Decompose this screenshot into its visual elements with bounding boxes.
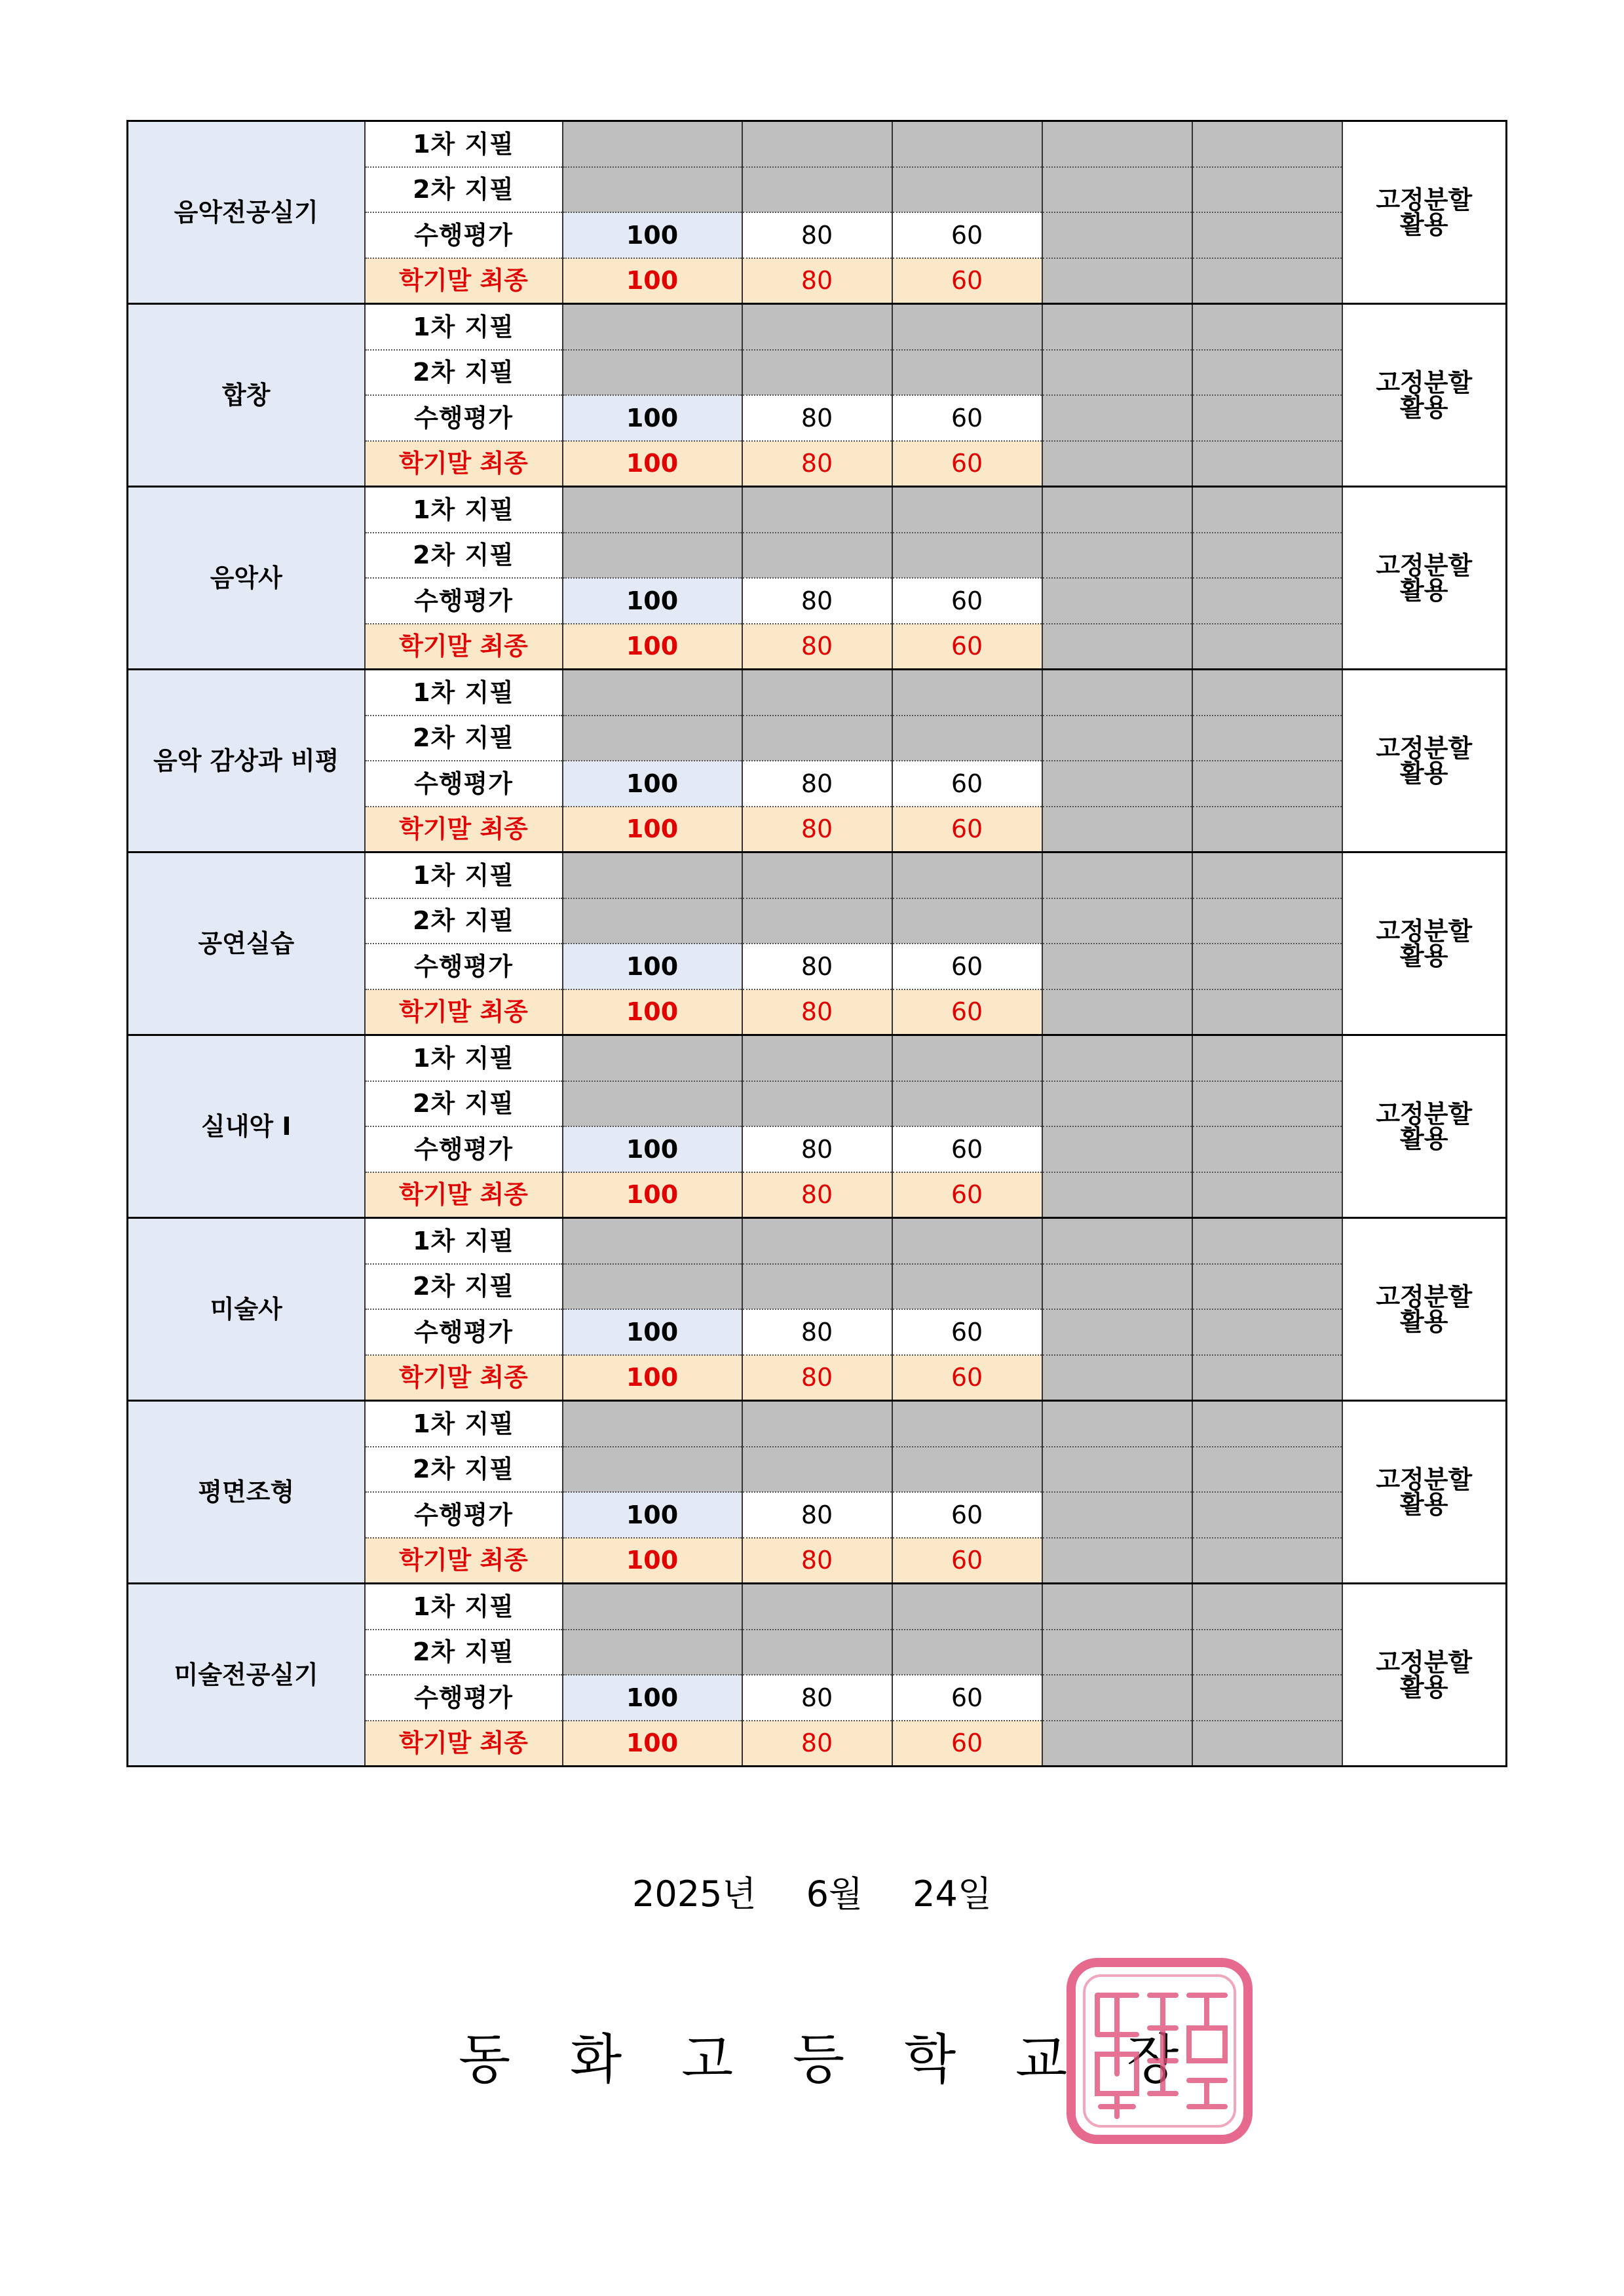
remark-text: 고정분할 — [1376, 1465, 1473, 1494]
empty-cell — [563, 1218, 742, 1264]
empty-cell — [892, 533, 1042, 579]
empty-cell — [1042, 1584, 1192, 1630]
empty-cell — [563, 716, 742, 761]
empty-cell — [1042, 1630, 1192, 1675]
remark-cell — [1342, 852, 1507, 1035]
empty-cell — [563, 1264, 742, 1310]
empty-cell — [892, 1401, 1042, 1447]
empty-cell — [892, 1584, 1042, 1630]
empty-cell — [892, 350, 1042, 396]
table-row — [128, 1218, 1507, 1264]
remark-text: 활용 — [1400, 210, 1448, 239]
empty-cell — [1192, 1081, 1342, 1127]
remark-text: 고정분할 — [1376, 368, 1473, 397]
empty-cell — [1192, 624, 1342, 670]
empty-cell — [1042, 1492, 1192, 1538]
remark-text: 활용 — [1400, 576, 1448, 605]
table-row — [128, 121, 1507, 167]
subject-name: 음악 감상과 비평 — [128, 670, 365, 852]
empty-cell — [742, 898, 892, 944]
performance-score: 80 — [742, 761, 892, 807]
empty-cell — [1192, 1355, 1342, 1401]
remark-text: 고정분할 — [1376, 1648, 1473, 1677]
empty-cell — [742, 121, 892, 167]
school-char: 화 — [570, 2029, 622, 2091]
row-label-final: 학기말 최종 — [365, 1721, 563, 1767]
empty-cell — [742, 1401, 892, 1447]
final-score: 80 — [742, 1172, 892, 1218]
remark-text: 고정분할 — [1376, 551, 1473, 580]
school-char: 학 — [904, 2029, 956, 2091]
performance-score: 80 — [742, 1309, 892, 1355]
row-label-first-exam: 1차 지필 — [365, 670, 563, 716]
subject-name: 평면조형 — [128, 1401, 365, 1584]
performance-score: 100 — [563, 1309, 742, 1355]
empty-cell — [1192, 487, 1342, 533]
empty-cell — [892, 1035, 1042, 1081]
empty-cell — [563, 1401, 742, 1447]
empty-cell — [1042, 487, 1192, 533]
empty-cell — [563, 1584, 742, 1630]
final-score: 80 — [742, 1538, 892, 1584]
row-label-final: 학기말 최종 — [365, 1538, 563, 1584]
empty-cell — [1192, 989, 1342, 1035]
final-score: 100 — [563, 807, 742, 852]
grade-criteria-table — [126, 120, 1507, 1767]
empty-cell — [563, 121, 742, 167]
final-score: 100 — [563, 258, 742, 304]
remark-cell — [1342, 670, 1507, 852]
empty-cell — [1192, 441, 1342, 487]
performance-score: 100 — [563, 395, 742, 441]
remark-text: 활용 — [1400, 1124, 1448, 1153]
empty-cell — [1192, 395, 1342, 441]
empty-cell — [1042, 1218, 1192, 1264]
empty-cell — [1042, 304, 1192, 350]
empty-cell — [1192, 1630, 1342, 1675]
performance-score: 80 — [742, 578, 892, 624]
empty-cell — [1042, 1035, 1192, 1081]
subject-name: 공연실습 — [128, 852, 365, 1035]
empty-cell — [1042, 1264, 1192, 1310]
empty-cell — [742, 1584, 892, 1630]
empty-cell — [742, 1218, 892, 1264]
row-label-performance: 수행평가 — [365, 1675, 563, 1721]
empty-cell — [1042, 1675, 1192, 1721]
empty-cell — [1042, 1447, 1192, 1493]
issue-date — [0, 1866, 1624, 1917]
row-label-first-exam: 1차 지필 — [365, 121, 563, 167]
performance-score: 60 — [892, 944, 1042, 989]
subject-name: 합창 — [128, 304, 365, 487]
empty-cell — [892, 898, 1042, 944]
empty-cell — [563, 852, 742, 898]
performance-score: 80 — [742, 212, 892, 258]
remark-cell — [1342, 304, 1507, 487]
empty-cell — [892, 852, 1042, 898]
empty-cell — [1192, 852, 1342, 898]
final-score: 80 — [742, 441, 892, 487]
remark-cell — [1342, 1401, 1507, 1584]
final-score: 80 — [742, 1721, 892, 1767]
empty-cell — [1042, 1309, 1192, 1355]
empty-cell — [563, 167, 742, 213]
performance-score: 60 — [892, 761, 1042, 807]
empty-cell — [892, 716, 1042, 761]
row-label-second-exam: 2차 지필 — [365, 1081, 563, 1127]
table-row — [128, 487, 1507, 533]
empty-cell — [742, 1035, 892, 1081]
final-score: 100 — [563, 1355, 742, 1401]
row-label-final: 학기말 최종 — [365, 1355, 563, 1401]
row-label-second-exam: 2차 지필 — [365, 167, 563, 213]
empty-cell — [1042, 761, 1192, 807]
performance-score: 60 — [892, 1492, 1042, 1538]
row-label-final: 학기말 최종 — [365, 624, 563, 670]
empty-cell — [892, 304, 1042, 350]
remark-text: 활용 — [1400, 942, 1448, 970]
subject-name: 실내악 I — [128, 1035, 365, 1218]
empty-cell — [892, 121, 1042, 167]
school-char: 고 — [681, 2029, 734, 2091]
table-row — [128, 1584, 1507, 1630]
table-row — [128, 852, 1507, 898]
empty-cell — [563, 898, 742, 944]
subject-name: 음악전공실기 — [128, 121, 365, 304]
empty-cell — [563, 350, 742, 396]
row-label-first-exam: 1차 지필 — [365, 1401, 563, 1447]
empty-cell — [1192, 1538, 1342, 1584]
empty-cell — [742, 852, 892, 898]
remark-text: 고정분할 — [1376, 734, 1473, 763]
remark-text: 고정분할 — [1376, 1100, 1473, 1128]
row-label-performance: 수행평가 — [365, 395, 563, 441]
empty-cell — [1192, 578, 1342, 624]
empty-cell — [1192, 1675, 1342, 1721]
empty-cell — [1042, 533, 1192, 579]
performance-score: 80 — [742, 395, 892, 441]
empty-cell — [1192, 716, 1342, 761]
row-label-final: 학기말 최종 — [365, 989, 563, 1035]
performance-score: 80 — [742, 944, 892, 989]
empty-cell — [1042, 716, 1192, 761]
final-score: 60 — [892, 1172, 1042, 1218]
remark-text: 고정분할 — [1376, 185, 1473, 214]
empty-cell — [742, 1264, 892, 1310]
performance-score: 60 — [892, 212, 1042, 258]
empty-cell — [1042, 395, 1192, 441]
row-label-second-exam: 2차 지필 — [365, 350, 563, 396]
row-label-performance: 수행평가 — [365, 1492, 563, 1538]
date-day: 24일 — [913, 1873, 992, 1915]
empty-cell — [742, 304, 892, 350]
final-score: 60 — [892, 1538, 1042, 1584]
empty-cell — [1042, 167, 1192, 213]
empty-cell — [742, 350, 892, 396]
school-char: 동 — [459, 2029, 511, 2091]
empty-cell — [1192, 1264, 1342, 1310]
final-score: 60 — [892, 441, 1042, 487]
empty-cell — [1042, 989, 1192, 1035]
empty-cell — [1042, 258, 1192, 304]
empty-cell — [1192, 1492, 1342, 1538]
empty-cell — [892, 1630, 1042, 1675]
row-label-first-exam: 1차 지필 — [365, 487, 563, 533]
empty-cell — [892, 1447, 1042, 1493]
performance-score: 80 — [742, 1126, 892, 1172]
empty-cell — [1042, 807, 1192, 852]
date-year: 2025년 — [632, 1873, 757, 1915]
row-label-second-exam: 2차 지필 — [365, 898, 563, 944]
remark-cell — [1342, 121, 1507, 304]
empty-cell — [742, 1447, 892, 1493]
row-label-second-exam: 2차 지필 — [365, 716, 563, 761]
subject-name: 미술전공실기 — [128, 1584, 365, 1767]
empty-cell — [1192, 212, 1342, 258]
subject-name: 미술사 — [128, 1218, 365, 1401]
remark-text: 활용 — [1400, 759, 1448, 788]
empty-cell — [1192, 1401, 1342, 1447]
school-char: 교 — [1015, 2029, 1068, 2091]
remark-text: 활용 — [1400, 1307, 1448, 1336]
empty-cell — [563, 1081, 742, 1127]
empty-cell — [1192, 1721, 1342, 1767]
performance-score: 60 — [892, 578, 1042, 624]
empty-cell — [1042, 670, 1192, 716]
empty-cell — [1192, 761, 1342, 807]
row-label-performance: 수행평가 — [365, 761, 563, 807]
empty-cell — [563, 1630, 742, 1675]
final-score: 80 — [742, 1355, 892, 1401]
empty-cell — [742, 487, 892, 533]
empty-cell — [742, 670, 892, 716]
performance-score: 80 — [742, 1492, 892, 1538]
empty-cell — [1042, 944, 1192, 989]
row-label-final: 학기말 최종 — [365, 807, 563, 852]
empty-cell — [1042, 624, 1192, 670]
empty-cell — [742, 716, 892, 761]
empty-cell — [1042, 1401, 1192, 1447]
empty-cell — [892, 670, 1042, 716]
final-score: 60 — [892, 1721, 1042, 1767]
final-score: 100 — [563, 1538, 742, 1584]
performance-score: 60 — [892, 1309, 1042, 1355]
empty-cell — [742, 1630, 892, 1675]
row-label-performance: 수행평가 — [365, 1309, 563, 1355]
row-label-first-exam: 1차 지필 — [365, 1218, 563, 1264]
remark-text: 활용 — [1400, 393, 1448, 422]
empty-cell — [1042, 1538, 1192, 1584]
empty-cell — [1192, 1584, 1342, 1630]
remark-cell — [1342, 1218, 1507, 1401]
empty-cell — [1192, 167, 1342, 213]
empty-cell — [1042, 578, 1192, 624]
empty-cell — [1192, 944, 1342, 989]
row-label-second-exam: 2차 지필 — [365, 533, 563, 579]
empty-cell — [1192, 1218, 1342, 1264]
row-label-performance: 수행평가 — [365, 578, 563, 624]
empty-cell — [1192, 1035, 1342, 1081]
empty-cell — [1042, 852, 1192, 898]
row-label-performance: 수행평가 — [365, 212, 563, 258]
empty-cell — [1042, 1721, 1192, 1767]
row-label-final: 학기말 최종 — [365, 441, 563, 487]
performance-score: 60 — [892, 1126, 1042, 1172]
empty-cell — [1192, 533, 1342, 579]
empty-cell — [1192, 304, 1342, 350]
empty-cell — [1192, 670, 1342, 716]
remark-text: 활용 — [1400, 1673, 1448, 1702]
empty-cell — [1192, 807, 1342, 852]
final-score: 100 — [563, 989, 742, 1035]
empty-cell — [1042, 898, 1192, 944]
empty-cell — [1192, 258, 1342, 304]
empty-cell — [742, 533, 892, 579]
row-label-final: 학기말 최종 — [365, 1172, 563, 1218]
performance-score: 100 — [563, 1675, 742, 1721]
remark-cell — [1342, 487, 1507, 670]
final-score: 60 — [892, 989, 1042, 1035]
table-row — [128, 304, 1507, 350]
empty-cell — [1192, 1447, 1342, 1493]
empty-cell — [892, 1218, 1042, 1264]
performance-score: 80 — [742, 1675, 892, 1721]
performance-score: 100 — [563, 212, 742, 258]
performance-score: 100 — [563, 578, 742, 624]
final-score: 60 — [892, 258, 1042, 304]
empty-cell — [563, 304, 742, 350]
empty-cell — [892, 487, 1042, 533]
performance-score: 100 — [563, 1492, 742, 1538]
performance-score: 100 — [563, 944, 742, 989]
remark-text: 활용 — [1400, 1490, 1448, 1519]
empty-cell — [892, 1081, 1042, 1127]
remark-text: 고정분할 — [1376, 1282, 1473, 1311]
empty-cell — [563, 670, 742, 716]
performance-score: 60 — [892, 1675, 1042, 1721]
empty-cell — [563, 533, 742, 579]
subject-name: 음악사 — [128, 487, 365, 670]
empty-cell — [1192, 121, 1342, 167]
row-label-first-exam: 1차 지필 — [365, 304, 563, 350]
row-label-first-exam: 1차 지필 — [365, 1035, 563, 1081]
empty-cell — [1192, 1126, 1342, 1172]
school-char: 장 — [1127, 2029, 1179, 2091]
empty-cell — [1042, 121, 1192, 167]
empty-cell — [1042, 1355, 1192, 1401]
final-score: 80 — [742, 624, 892, 670]
empty-cell — [742, 1081, 892, 1127]
empty-cell — [1042, 441, 1192, 487]
performance-score: 60 — [892, 395, 1042, 441]
empty-cell — [742, 167, 892, 213]
final-score: 60 — [892, 807, 1042, 852]
table-row — [128, 670, 1507, 716]
empty-cell — [1042, 212, 1192, 258]
empty-cell — [1192, 898, 1342, 944]
empty-cell — [892, 1264, 1042, 1310]
school-seal-icon — [1065, 1956, 1255, 2146]
performance-score: 100 — [563, 761, 742, 807]
row-label-second-exam: 2차 지필 — [365, 1447, 563, 1493]
row-label-second-exam: 2차 지필 — [365, 1264, 563, 1310]
row-label-final: 학기말 최종 — [365, 258, 563, 304]
final-score: 80 — [742, 807, 892, 852]
final-score: 100 — [563, 1721, 742, 1767]
empty-cell — [1192, 350, 1342, 396]
empty-cell — [1192, 1172, 1342, 1218]
empty-cell — [892, 167, 1042, 213]
table-row — [128, 1035, 1507, 1081]
date-month: 6월 — [806, 1873, 863, 1915]
row-label-first-exam: 1차 지필 — [365, 852, 563, 898]
school-char: 등 — [793, 2029, 845, 2091]
remark-text: 고정분할 — [1376, 917, 1473, 946]
row-label-second-exam: 2차 지필 — [365, 1630, 563, 1675]
final-score: 100 — [563, 441, 742, 487]
remark-cell — [1342, 1035, 1507, 1218]
empty-cell — [1192, 1309, 1342, 1355]
row-label-performance: 수행평가 — [365, 944, 563, 989]
final-score: 80 — [742, 258, 892, 304]
remark-cell — [1342, 1584, 1507, 1767]
final-score: 100 — [563, 1172, 742, 1218]
empty-cell — [1042, 350, 1192, 396]
row-label-performance: 수행평가 — [365, 1126, 563, 1172]
final-score: 60 — [892, 624, 1042, 670]
table-row — [128, 1401, 1507, 1447]
empty-cell — [563, 1035, 742, 1081]
empty-cell — [1042, 1081, 1192, 1127]
grade-table-body — [128, 121, 1507, 1767]
final-score: 80 — [742, 989, 892, 1035]
empty-cell — [563, 1447, 742, 1493]
empty-cell — [1042, 1172, 1192, 1218]
row-label-first-exam: 1차 지필 — [365, 1584, 563, 1630]
empty-cell — [1042, 1126, 1192, 1172]
performance-score: 100 — [563, 1126, 742, 1172]
final-score: 60 — [892, 1355, 1042, 1401]
final-score: 100 — [563, 624, 742, 670]
empty-cell — [563, 487, 742, 533]
